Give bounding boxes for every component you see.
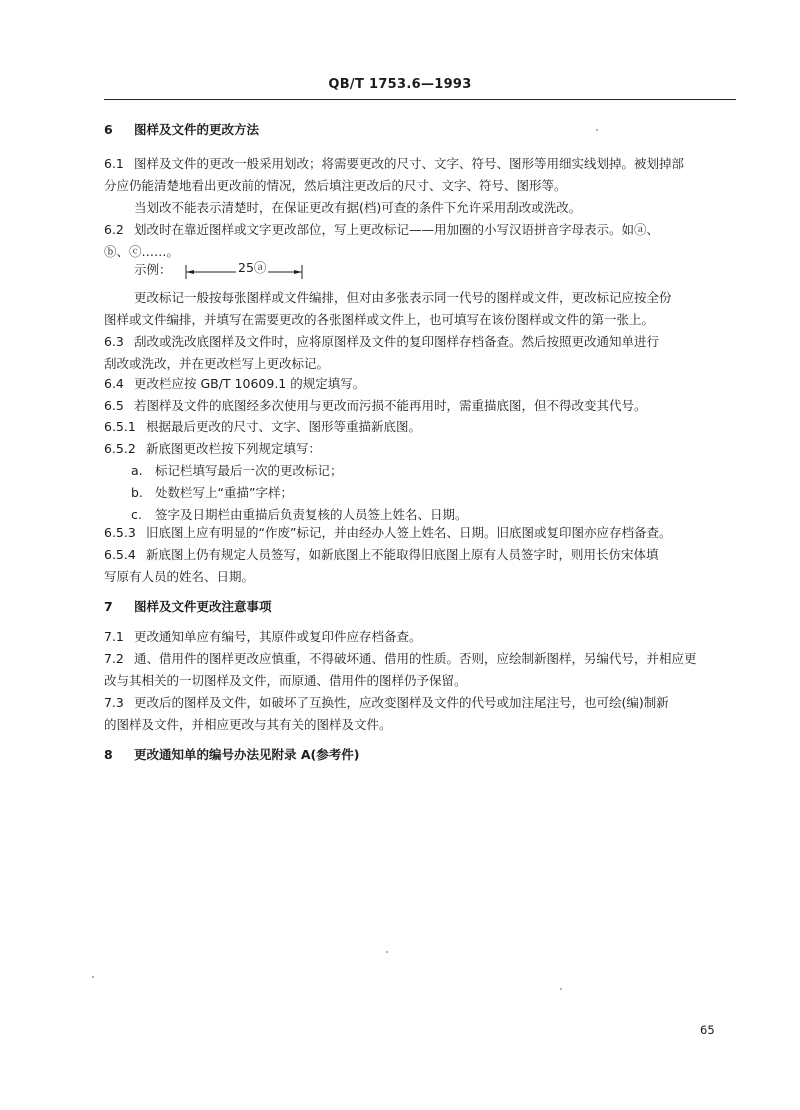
section-8-heading: 8 更改通知单的编号办法见附录 A(参考件)	[104, 747, 360, 762]
page-number: 65	[700, 1023, 715, 1037]
clause-7-2: 7.2 通、借用件的图样更改应慎重，不得破坏通、借用的性质。否则，应绘制新图样，另编代号，并相应更 改与其相关的一切图样及文件，而原通、借用件的图样仍予保留。	[104, 648, 736, 692]
clause-number: 7.1	[104, 629, 124, 644]
clause-7-1: 7.1 更改通知单应有编号，其原件或复印件应存档备查。	[104, 626, 736, 648]
clause-6-3: 6.3 刮改或洗改底图样及文件时，应将原图样及文件的复印图样存档备查。然后按照更改通知单进行 刮改或洗改，并在更改栏写上更改标记。	[104, 331, 736, 375]
clause-number: 7.3	[104, 695, 124, 710]
clause-number: 6.5	[104, 398, 124, 413]
clause-number: 6.2	[104, 222, 124, 237]
clause-number: 6.5.3	[104, 525, 136, 540]
header-rule	[104, 99, 736, 100]
scan-speck	[386, 951, 388, 953]
clause-6-5-4: 6.5.4 新底图上仍有规定人员签写，如新底图上不能取得旧底图上原有人员签字时，则用长仿宋体填 写原有人员的姓名、日期。	[104, 544, 736, 588]
example-label: 示例：	[134, 262, 172, 277]
section-6-heading: 6 图样及文件的更改方法	[104, 122, 260, 137]
clause-6-5-2-list	[131, 460, 736, 526]
section-7-heading: 7 图样及文件更改注意事项	[104, 599, 272, 614]
clause-6-5-2: 6.5.2 新底图更改栏按下列规定填写：	[104, 438, 736, 460]
clause-number: 6.3	[104, 334, 124, 349]
list-item: b. 处数栏写上“重描”字样；	[131, 485, 293, 500]
list-item: c. 签字及日期栏由重描后负责复核的人员签上姓名、日期。	[131, 507, 468, 522]
clause-number: 7.2	[104, 651, 124, 666]
clause-6-2: 6.2 划改时在靠近图样或文字更改部位，写上更改标记——用加圈的小写汉语拼音字母表示。如ⓐ、 ⓑ、ⓒ……。	[104, 219, 736, 263]
clause-7-3: 7.3 更改后的图样及文件，如破坏了互换性，应改变图样及文件的代号或加注尾注号，也可绘(编)制新 的图样及文件，并相应更改与其有关的图样及文件。	[104, 692, 736, 736]
standard-code-header: QB/T 1753.6—1993	[328, 77, 472, 92]
clause-number: 6.5.2	[104, 441, 136, 456]
clause-6-5: 6.5 若图样及文件的底图经多次使用与更改而污损不能再用时，需重描底图，但不得改变其代号。	[104, 395, 736, 417]
scan-speck	[560, 988, 562, 990]
clause-6-5-1: 6.5.1 根据最后更改的尺寸、文字、图形等重描新底图。	[104, 416, 736, 438]
clause-6-5-3: 6.5.3 旧底图上应有明显的“作废”标记，并由经办人签上姓名、日期。旧底图或复印图亦应存档备查。	[104, 522, 736, 544]
clause-number: 6.5.1	[104, 419, 136, 434]
clause-6-2-note: 更改标记一般按每张图样或文件编排，但对由多张表示同一代号的图样或文件，更改标记应按全份 图样或文件编排，并填写在需要更改的各张图样或文件上，也可填写在该份图样或文件的第一张上。	[104, 290, 672, 327]
clause-number: 6.4	[104, 376, 124, 391]
clause-number: 6.1	[104, 156, 124, 171]
list-item: a. 标记栏填写最后一次的更改标记；	[131, 463, 343, 478]
clause-6-1: 6.1 图样及文件的更改一般采用划改；将需要更改的尺寸、文字、符号、图形等用细实线划掉。被划掉部 分应仍能清楚地看出更改前的情况，然后填注更改后的尺寸、文字、符号、图形等。 当划改不能表示清楚时，在保证更改有据(档)可查的条件下允许采用刮改或洗改。	[104, 153, 736, 219]
scan-speck	[92, 976, 94, 978]
clause-6-4: 6.4 更改栏应按 GB/T 10609.1 的规定填写。	[104, 373, 736, 395]
clause-number: 6.5.4	[104, 547, 136, 562]
example-value: 25ⓐ	[238, 260, 267, 275]
scan-speck	[596, 129, 598, 131]
